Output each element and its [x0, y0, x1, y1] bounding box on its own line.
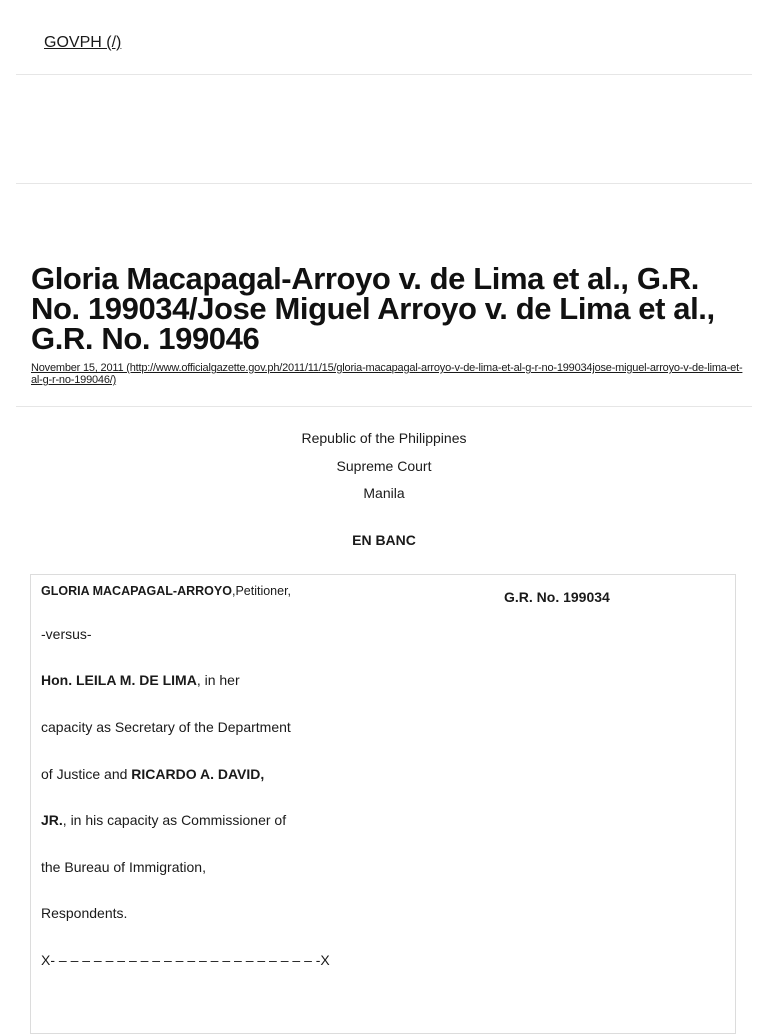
petitioner-line — [41, 581, 291, 601]
respondent1-name: Hon. LEILA M. DE LIMA — [41, 672, 197, 688]
petitioner-name: GLORIA MACAPAGAL-ARROYO — [41, 584, 232, 598]
court-heading — [0, 428, 768, 511]
justice-line — [41, 764, 264, 784]
caption-separator: X- – – – – – – – – – – – – – – – – – – – – – – -X — [41, 952, 330, 968]
commissioner-text: , in his capacity as Commissioner of — [62, 812, 287, 828]
respondents-label: Respondents. — [41, 905, 128, 921]
republic-line: Republic of the Philippines — [301, 430, 467, 446]
article-header — [16, 184, 752, 407]
supreme-court-line: Supreme Court — [336, 457, 432, 474]
article-date-link[interactable]: November 15, 2011 (http://www.officialgazette.gov.ph/2011/11/15/gloria-macapagal-arroyo-v-de-lima-et-al-g-r-no-199034jose-miguel-arroyo-v-de-lima-et-al-g-r-no-199046/) — [31, 362, 743, 386]
article-title: Gloria Macapagal-Arroyo v. de Lima et al., G.R. No. 199034/Jose Miguel Arroyo v. de Lima et al., G.R. No. 199046 — [31, 261, 715, 356]
petitioner-role: ,Petitioner, — [231, 584, 292, 598]
respondent1-line — [41, 670, 240, 690]
header-banner-area — [16, 74, 752, 184]
city-line: Manila — [363, 485, 405, 501]
justice-text: of Justice and — [41, 766, 132, 782]
respondent1-role: , in her — [196, 672, 240, 688]
respondent2-name-first: RICARDO A. DAVID, — [131, 766, 265, 782]
commissioner-line — [41, 810, 286, 830]
bureau-line: the Bureau of Immigration, — [41, 859, 206, 875]
versus-line: -versus- — [41, 626, 92, 642]
respondent2-name-second: JR. — [41, 812, 63, 828]
gr-number: G.R. No. 199034 — [504, 589, 610, 605]
govph-home-link[interactable]: GOVPH (/) — [44, 34, 122, 51]
top-navigation-bar — [16, 0, 752, 75]
en-banc-heading: EN BANC — [352, 532, 416, 548]
case-caption-table — [30, 574, 736, 1034]
capacity-line: capacity as Secretary of the Department — [41, 719, 291, 735]
